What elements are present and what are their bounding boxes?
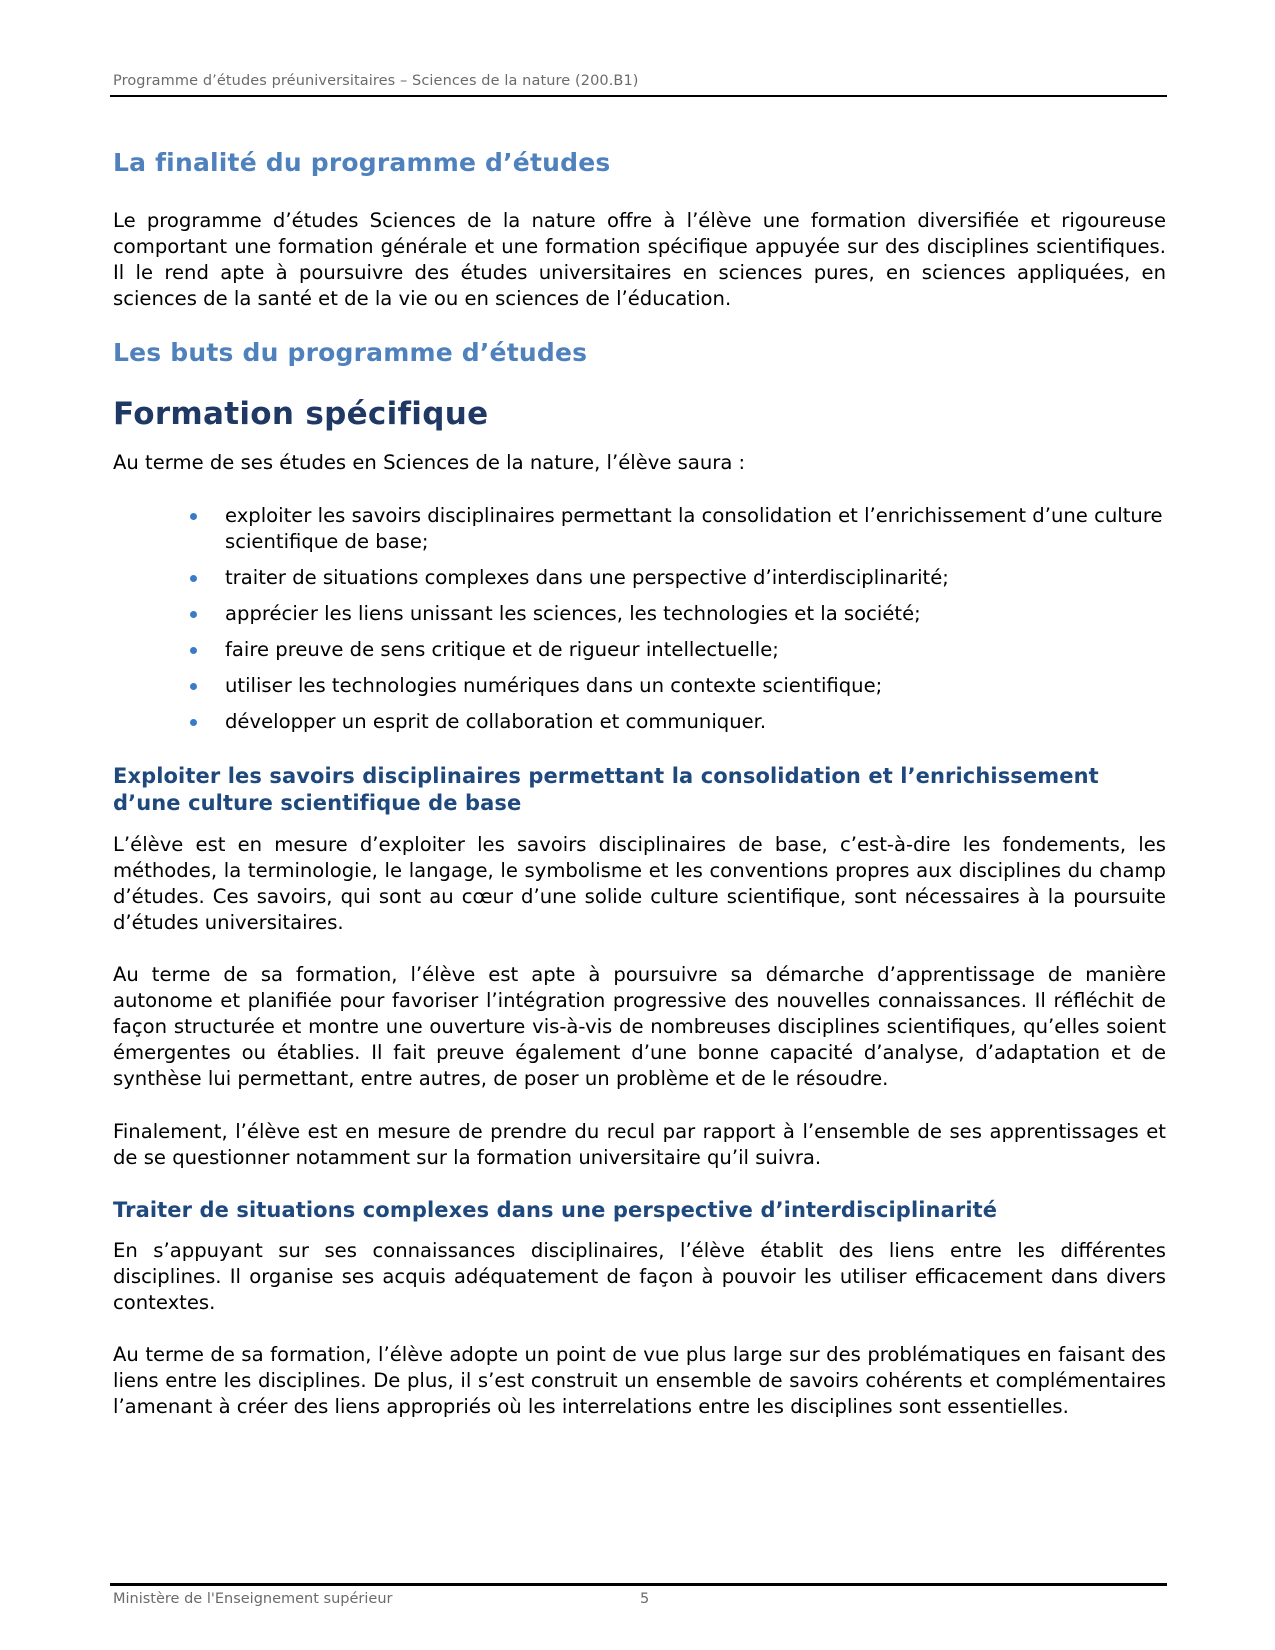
footer-rule — [110, 1583, 1167, 1586]
bullet-icon — [190, 719, 197, 726]
heading-finalite: La finalité du programme d’études — [113, 148, 611, 177]
header-rule — [110, 95, 1167, 97]
goals-list — [113, 503, 1166, 745]
bullet-icon — [190, 611, 197, 618]
heading-traiter: Traiter de situations complexes dans une perspective d’interdisciplinarité — [113, 1198, 998, 1222]
list-item — [113, 673, 1166, 699]
list-item-text: faire preuve de sens critique et de rigueur intellectuelle; — [225, 638, 779, 661]
list-item — [113, 709, 1166, 735]
heading-buts: Les buts du programme d’études — [113, 338, 588, 367]
paragraph-exploiter-1: L’élève est en mesure d’exploiter les savoirs disciplinaires de base, c’est-à-dire les fondements, les méthodes, la terminologie, le langage, le symbolisme et les conventions propres aux disciplines du champ d’études. Ces savoirs, qui sont au cœur d’une solide culture scientifique, sont nécessaires à la poursuite d’études universitaires. — [113, 833, 1166, 934]
list-item — [113, 601, 1166, 627]
list-item — [113, 565, 1166, 591]
list-item — [113, 503, 1166, 555]
heading-exploiter: Exploiter les savoirs disciplinaires permettant la consolidation et l’enrichissement d’une culture scientifique de base — [113, 764, 1099, 815]
heading-formation-specifique: Formation spécifique — [113, 396, 489, 432]
bullet-icon — [190, 683, 197, 690]
list-item-text: exploiter les savoirs disciplinaires permettant la consolidation et l’enrichissement d’une culture scientifique de base; — [225, 504, 1163, 553]
footer-organization: Ministère de l'Enseignement supérieur — [113, 1591, 393, 1607]
paragraph-finalite: Le programme d’études Sciences de la nature offre à l’élève une formation diversifiée et rigoureuse comportant une formation générale et une formation spécifique appuyée sur des disciplines scientifiques. Il le rend apte à poursuivre des études universitaires en sciences pures, en sciences appliquées, en sciences de la santé et de la vie ou en sciences de l’éducation. — [113, 209, 1166, 310]
page-number: 5 — [640, 1591, 650, 1607]
running-title: Programme d’études préuniversitaires – Sciences de la nature (200.B1) — [113, 73, 639, 89]
list-item-text: développer un esprit de collaboration et communiquer. — [225, 710, 767, 733]
paragraph-traiter-2: Au terme de sa formation, l’élève adopte un point de vue plus large sur des problématiques en faisant des liens entre les disciplines. De plus, il s’est construit un ensemble de savoirs cohérents et complémentaires l’amenant à créer des liens appropriés où les interrelations entre les disciplines sont essentielles. — [113, 1343, 1166, 1418]
paragraph-exploiter-2: Au terme de sa formation, l’élève est apte à poursuivre sa démarche d’apprentissage de manière autonome et planifiée pour favoriser l’intégration progressive des nouvelles connaissances. Il réfléchit de façon structurée et montre une ouverture vis-à-vis de nombreuses disciplines scientifiques, qu’elles soient émergentes ou établies. Il fait preuve également d’une bonne capacité d’analyse, d’adaptation et de synthèse lui permettant, entre autres, de poser un problème et de le résoudre. — [113, 963, 1166, 1090]
bullet-icon — [190, 513, 197, 520]
list-item-text: utiliser les technologies numériques dans un contexte scientifique; — [225, 674, 883, 697]
bullet-icon — [190, 575, 197, 582]
list-item — [113, 637, 1166, 663]
paragraph-exploiter-3: Finalement, l’élève est en mesure de prendre du recul par rapport à l’ensemble de ses apprentissages et de se questionner notamment sur la formation universitaire qu’il suivra. — [113, 1120, 1166, 1169]
paragraph-traiter-1: En s’appuyant sur ses connaissances disciplinaires, l’élève établit des liens entre les différentes disciplines. Il organise ses acquis adéquatement de façon à pouvoir les utiliser efficacement dans divers contextes. — [113, 1239, 1166, 1314]
intro-formation-specifique: Au terme de ses études en Sciences de la nature, l’élève saura : — [113, 451, 746, 474]
bullet-icon — [190, 647, 197, 654]
list-item-text: apprécier les liens unissant les sciences, les technologies et la société; — [225, 602, 921, 625]
list-item-text: traiter de situations complexes dans une perspective d’interdisciplinarité; — [225, 566, 949, 589]
